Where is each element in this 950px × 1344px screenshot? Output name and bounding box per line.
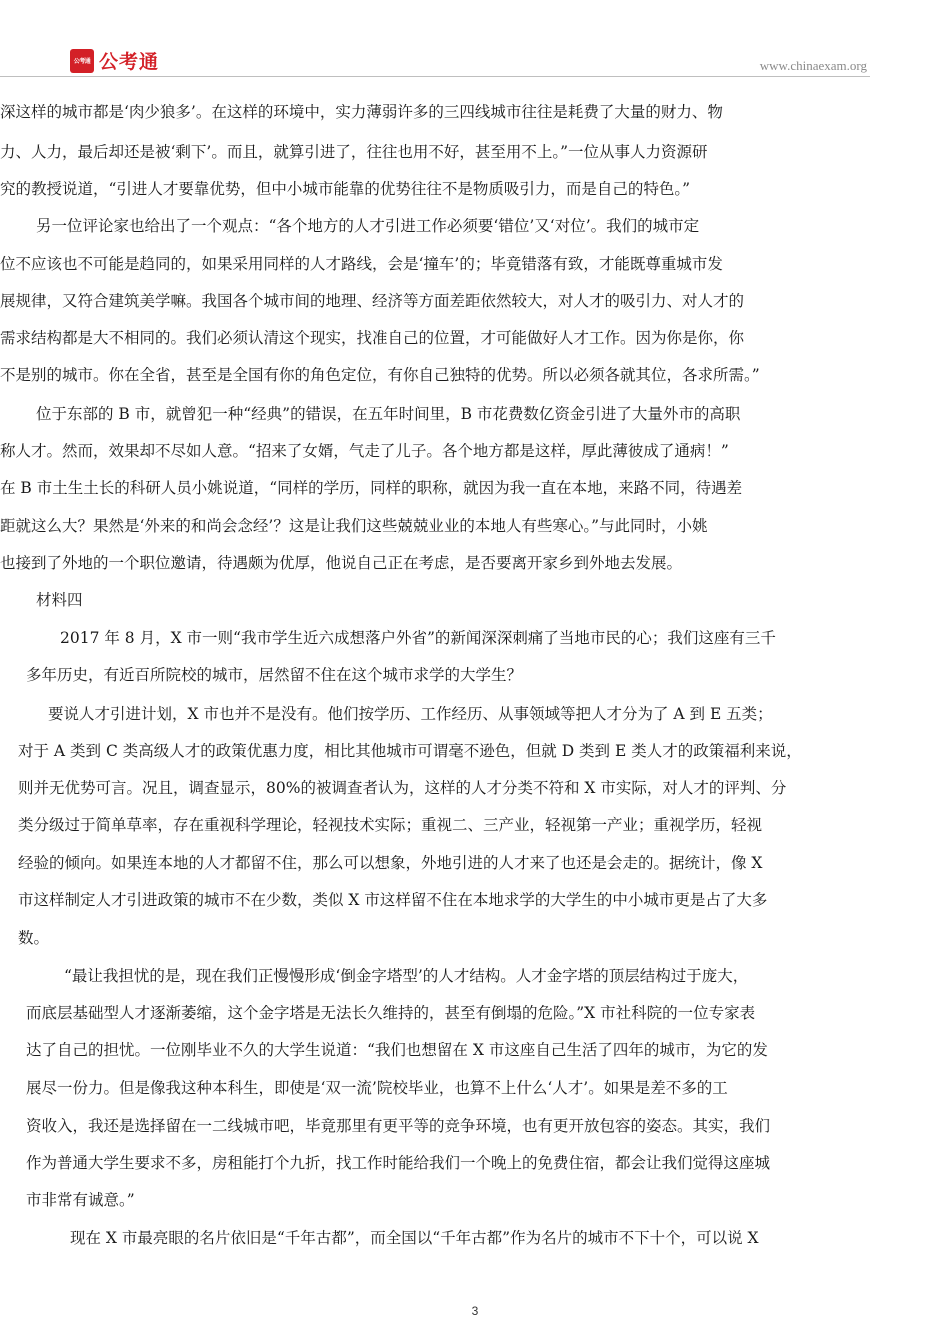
text-line: 数。 [18, 929, 50, 947]
text-line: 市这样制定人才引进政策的城市不在少数，类似 X 市这样留不住在本地求学的大学生的中小城市更是占了大多 [18, 891, 768, 909]
page-number: 3 [471, 1304, 479, 1318]
text-line: 另一位评论家也给出了一个观点：“各个地方的人才引进工作必须要‘错位’又‘对位’。我们的城市定 [36, 217, 700, 235]
text-line: 力、人力，最后却还是被‘剩下’。而且，就算引进了，往往也用不好，甚至用不上。”一位从事人力资源研 [0, 143, 708, 161]
header-divider [0, 76, 870, 77]
text-line: 展规律，又符合建筑美学嘛。我国各个城市间的地理、经济等方面差距依然较大，对人才的吸引力、对人才的 [0, 292, 745, 310]
text-line: 距就这么大？果然是‘外来的和尚会念经’？这是让我们这些兢兢业业的本地人有些寒心。”与此同时，小姚 [0, 517, 708, 535]
brand-logo[interactable] [70, 47, 159, 74]
text-line: 展尽一份力。但是像我这种本科生，即使是‘双一流’院校毕业，也算不上什么‘人才’。如果是差不多的工 [26, 1079, 728, 1097]
logo-text: 公考通 [99, 51, 160, 73]
text-line: 称人才。然而，效果却不尽如人意。“招来了女婿，气走了儿子。各个地方都是这样，厚此薄彼成了通病！” [0, 442, 729, 460]
text-line: 而底层基础型人才逐渐萎缩，这个金字塔是无法长久维持的，甚至有倒塌的危险。”X 市社科院的一位专家表 [26, 1004, 756, 1022]
text-line: 也接到了外地的一个职位邀请，待遇颇为优厚，他说自己正在考虑，是否要离开家乡到外地去发展。 [0, 554, 683, 572]
text-line: 资收入，我还是选择留在一二线城市吧，毕竟那里有更平等的竞争环境，也有更开放包容的姿态。其实，我们 [26, 1117, 771, 1135]
page-header [0, 0, 950, 90]
text-line: 对于 A 类到 C 类高级人才的政策优惠力度，相比其他城市可谓毫不逊色，但就 D 类到 E 类人才的政策福利来说， [18, 742, 802, 760]
text-line: 达了自己的担忧。一位刚毕业不久的大学生说道：“我们也想留在 X 市这座自己生活了四年的城市，为它的发 [26, 1041, 768, 1059]
text-line: 市非常有诚意。” [26, 1191, 135, 1209]
logo-badge-icon: 公考通 [70, 49, 94, 73]
text-line: 深这样的城市都是‘肉少狼多’。在这样的环境中，实力薄弱许多的三四线城市往往是耗费了大量的财力、物 [0, 103, 723, 121]
text-line: 现在 X 市最亮眼的名片依旧是“千年古都”，而全国以“千年古都”作为名片的城市不下十个，可以说 X [70, 1229, 759, 1247]
text-line: 多年历史，有近百所院校的城市，居然留不住在这个城市求学的大学生？ [26, 666, 523, 684]
text-line: 作为普通大学生要求不多，房租能打个九折，找工作时能给我们一个晚上的免费住宿，都会让我们觉得这座城 [26, 1154, 771, 1172]
text-line: “最让我担忧的是，现在我们正慢慢形成‘倒金字塔型’的人才结构。人才金字塔的顶层结构过于庞大， [64, 967, 749, 985]
text-line: 需求结构都是大不相同的。我们必须认清这个现实，找准自己的位置，才可能做好人才工作。因为你是你，你 [0, 329, 745, 347]
text-line: 位于东部的 B 市，就曾犯一种“经典”的错误，在五年时间里，B 市花费数亿资金引进了大量外市的高职 [36, 405, 741, 423]
text-line: 2017 年 8 月，X 市一则“我市学生近六成想落户外省”的新闻深深刺痛了当地市民的心；我们这座有三千 [60, 629, 776, 647]
text-line: 类分级过于简单草率，存在重视科学理论，轻视技术实际；重视二、三产业，轻视第一产业；重视学历，轻视 [18, 816, 763, 834]
text-line: 则并无优势可言。况且，调查显示，80%的被调查者认为，这样的人才分类不符和 X 市实际，对人才的评判、分 [18, 779, 787, 797]
text-line: 位不应该也不可能是趋同的，如果采用同样的人才路线，会是‘撞车’的；毕竟错落有致，才能既尊重城市发 [0, 255, 723, 273]
section-heading: 材料四 [36, 591, 83, 609]
text-line: 不是别的城市。你在全省，甚至是全国有你的角色定位，有你自己独特的优势。所以必须各就其位，各求所需。” [0, 366, 760, 384]
text-line: 在 B 市土生土长的科研人员小姚说道，“同样的学历，同样的职称，就因为我一直在本地，来路不同，待遇差 [0, 479, 743, 497]
text-line: 究的教授说道，“引进人才要靠优势，但中小城市能靠的优势往往不是物质吸引力，而是自己的特色。” [0, 180, 691, 198]
site-url[interactable]: www.chinaexam.org [759, 58, 867, 73]
text-line: 经验的倾向。如果连本地的人才都留不住，那么可以想象，外地引进的人才来了也还是会走的。据统计，像 X [18, 854, 763, 872]
text-line: 要说人才引进计划，X 市也并不是没有。他们按学历、工作经历、从事领域等把人才分为了 A 到 E 五类； [48, 705, 773, 723]
